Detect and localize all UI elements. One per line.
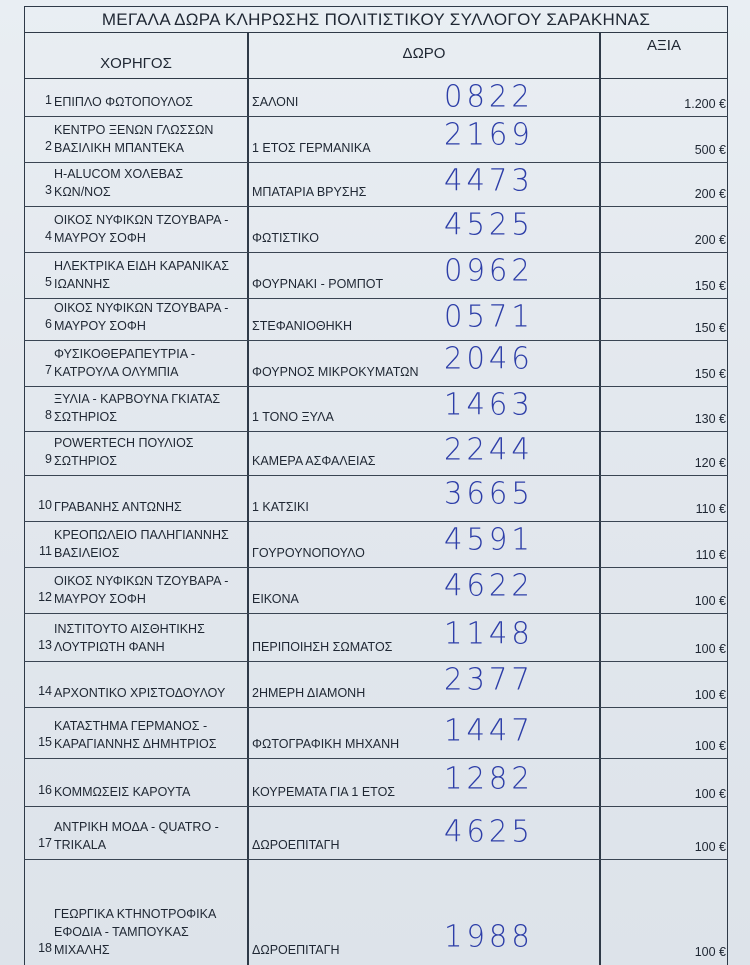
gift-description: 1 ΤΟΝΟ ΞΥΛΑ bbox=[252, 410, 334, 424]
sponsor-line: ΚΟΜΜΩΣΕΙΣ ΚΑΡΟΥΤΑ bbox=[54, 785, 191, 799]
table-row bbox=[24, 253, 728, 299]
table-row bbox=[24, 117, 728, 163]
prize-value: 130 € bbox=[694, 412, 726, 426]
gift-description: ΦΩΤΙΣΤΙΚΟ bbox=[252, 231, 319, 245]
winning-ticket-number: 1282 bbox=[444, 760, 534, 796]
prize-value: 100 € bbox=[694, 688, 726, 702]
sponsor-name bbox=[54, 121, 246, 157]
prize-value: 150 € bbox=[694, 321, 726, 335]
gift-description: ΦΟΥΡΝΟΣ ΜΙΚΡΟΚΥΜΑΤΩΝ bbox=[252, 365, 419, 379]
gift-description: ΦΟΥΡΝΑΚΙ - ΡΟΜΠΟΤ bbox=[252, 277, 384, 291]
gift-description: ΔΩΡΟΕΠΙΤΑΓΗ bbox=[252, 943, 340, 957]
row-number: 2 bbox=[45, 139, 52, 153]
table-row bbox=[24, 614, 728, 662]
table-row bbox=[24, 807, 728, 860]
header-value: ΑΞΙΑ bbox=[600, 33, 728, 79]
sponsor-line: ΜΑΥΡΟΥ ΣΟΦΗ bbox=[54, 231, 146, 245]
winning-ticket-number: 0571 bbox=[444, 298, 534, 334]
row-number: 12 bbox=[38, 590, 52, 604]
winning-ticket-number: 1148 bbox=[444, 615, 534, 651]
sponsor-line: ΞΥΛΙΑ - ΚΑΡΒΟΥΝΑ ΓΚΙΑΤΑΣ bbox=[54, 392, 221, 406]
gift-description: ΣΤΕΦΑΝΙΟΘΗΚΗ bbox=[252, 319, 352, 333]
sponsor-line: ΛΟΥΤΡΙΩΤΗ ΦΑΝΗ bbox=[54, 640, 165, 654]
sponsor-name bbox=[54, 905, 246, 959]
gift-description: ΕΙΚΟΝΑ bbox=[252, 592, 299, 606]
winning-ticket-number: 1447 bbox=[444, 712, 534, 748]
sponsor-name bbox=[54, 211, 246, 247]
row-number: 7 bbox=[45, 363, 52, 377]
winning-ticket-number: 4473 bbox=[444, 162, 534, 198]
prize-value: 150 € bbox=[694, 279, 726, 293]
header-gift: ΔΩΡΟ bbox=[248, 33, 600, 79]
winning-ticket-number: 2244 bbox=[444, 431, 534, 467]
sponsor-line: ΚΑΡΑΓΙΑΝΝΗΣ ΔΗΜΗΤΡΙΟΣ bbox=[54, 737, 217, 751]
row-number: 17 bbox=[38, 836, 52, 850]
gift-description: 2ΗΜΕΡΗ ΔΙΑΜΟΝΗ bbox=[252, 686, 366, 700]
table-row bbox=[24, 759, 728, 807]
table-row bbox=[24, 522, 728, 568]
sponsor-line: H-ALUCOM ΧΟΛΕΒΑΣ bbox=[54, 167, 184, 181]
sponsor-name bbox=[54, 434, 246, 470]
table-row bbox=[24, 708, 728, 759]
row-number: 13 bbox=[38, 638, 52, 652]
sponsor-line: ΚΕΝΤΡΟ ΞΕΝΩΝ ΓΛΩΣΣΩΝ bbox=[54, 123, 214, 137]
row-number: 8 bbox=[45, 408, 52, 422]
gift-description: ΓΟΥΡΟΥΝΟΠΟΥΛΟ bbox=[252, 546, 365, 560]
winning-ticket-number: 4625 bbox=[444, 813, 534, 849]
sponsor-line: ΦΥΣΙΚΟΘΕΡΑΠΕΥΤΡΙΑ - bbox=[54, 347, 196, 361]
sponsor-line: ΑΡΧΟΝΤΙΚΟ ΧΡΙΣΤΟΔΟΥΛΟΥ bbox=[54, 686, 226, 700]
sponsor-name bbox=[54, 257, 246, 293]
sponsor-line: ΜΑΥΡΟΥ ΣΟΦΗ bbox=[54, 319, 146, 333]
gift-description: ΦΩΤΟΓΡΑΦΙΚΗ ΜΗΧΑΝΗ bbox=[252, 737, 400, 751]
winning-ticket-number: 0962 bbox=[444, 252, 534, 288]
sponsor-name bbox=[54, 345, 246, 381]
gift-description: ΣΑΛΟΝΙ bbox=[252, 95, 299, 109]
table-row bbox=[24, 387, 728, 432]
sponsor-line: ΕΦΟΔΙΑ - ΤΑΜΠΟΥΚΑΣ bbox=[54, 925, 189, 939]
winning-ticket-number: 4622 bbox=[444, 567, 534, 603]
winning-ticket-number: 4525 bbox=[444, 206, 534, 242]
header-sponsor: ΧΟΡΗΓΟΣ bbox=[24, 33, 248, 79]
prize-value: 150 € bbox=[694, 367, 726, 381]
sponsor-line: ΓΕΩΡΓΙΚΑ ΚΤΗΝΟΤΡΟΦΙΚΑ bbox=[54, 907, 217, 921]
sponsor-name bbox=[54, 783, 246, 801]
sponsor-line: TRIKALA bbox=[54, 838, 107, 852]
sponsor-name bbox=[54, 526, 246, 562]
gift-description: 1 ΕΤΟΣ ΓΕΡΜΑΝΙΚΑ bbox=[252, 141, 371, 155]
prize-value: 110 € bbox=[695, 548, 726, 562]
gift-description: ΚΑΜΕΡΑ ΑΣΦΑΛΕΙΑΣ bbox=[252, 454, 376, 468]
sponsor-name bbox=[54, 165, 246, 201]
sponsor-line: ΗΛΕΚΤΡΙΚΑ ΕΙΔΗ ΚΑΡΑΝΙΚΑΣ bbox=[54, 259, 229, 273]
row-number: 9 bbox=[45, 452, 52, 466]
prize-value: 110 € bbox=[695, 502, 726, 516]
gift-description: ΔΩΡΟΕΠΙΤΑΓΗ bbox=[252, 838, 340, 852]
sponsor-line: ΟΙΚΟΣ ΝΥΦΙΚΩΝ ΤΖΟΥΒΑΡΑ - bbox=[54, 301, 229, 315]
row-number: 16 bbox=[38, 783, 52, 797]
sponsor-line: ΜΑΥΡΟΥ ΣΟΦΗ bbox=[54, 592, 146, 606]
prize-value: 200 € bbox=[694, 187, 726, 201]
winning-ticket-number: 2377 bbox=[444, 661, 534, 697]
table-row bbox=[24, 299, 728, 341]
row-number: 10 bbox=[38, 498, 52, 512]
sponsor-line: ΒΑΣΙΛΕΙΟΣ bbox=[54, 546, 120, 560]
sponsor-name bbox=[54, 818, 246, 854]
winning-ticket-number: 1988 bbox=[444, 918, 534, 954]
sponsor-line: ΕΠΙΠΛΟ ΦΩΤΟΠΟΥΛΟΣ bbox=[54, 95, 193, 109]
sponsor-line: ΚΑΤΑΣΤΗΜΑ ΓΕΡΜΑΝΟΣ - bbox=[54, 719, 208, 733]
sponsor-line: ΜΙΧΑΛΗΣ bbox=[54, 943, 110, 957]
sponsor-line: ΣΩΤΗΡΙΟΣ bbox=[54, 410, 117, 424]
winning-ticket-number: 2046 bbox=[444, 340, 534, 376]
sponsor-name bbox=[54, 572, 246, 608]
sponsor-line: POWERTECH ΠΟΥΛΙΟΣ bbox=[54, 436, 194, 450]
table-row bbox=[24, 432, 728, 476]
row-number: 15 bbox=[38, 735, 52, 749]
sponsor-name bbox=[54, 390, 246, 426]
row-number: 4 bbox=[45, 229, 52, 243]
row-number: 5 bbox=[45, 275, 52, 289]
winning-ticket-number: 0822 bbox=[444, 78, 534, 114]
row-number: 1 bbox=[45, 93, 52, 107]
sponsor-line: ΚΡΕΟΠΩΛΕΙΟ ΠΑΛΗΓΙΑΝΝΗΣ bbox=[54, 528, 229, 542]
sponsor-name bbox=[54, 684, 246, 702]
prize-value: 100 € bbox=[694, 594, 726, 608]
sponsor-name bbox=[54, 93, 246, 111]
table-row bbox=[24, 568, 728, 614]
sponsor-line: ΙΩΑΝΝΗΣ bbox=[54, 277, 110, 291]
table-row bbox=[24, 476, 728, 522]
table-row bbox=[24, 79, 728, 117]
prize-value: 100 € bbox=[694, 945, 726, 959]
table-row bbox=[24, 341, 728, 387]
prize-value: 200 € bbox=[694, 233, 726, 247]
page-title: ΜΕΓΑΛΑ ΔΩΡΑ ΚΛΗΡΩΣΗΣ ΠΟΛΙΤΙΣΤΙΚΟΥ ΣΥΛΛΟΓΟΥ ΣΑΡΑΚΗΝΑΣ bbox=[24, 6, 728, 33]
row-number: 14 bbox=[38, 684, 52, 698]
gift-description: 1 ΚΑΤΣΙΚΙ bbox=[252, 500, 309, 514]
sponsor-name bbox=[54, 299, 246, 335]
sponsor-line: ΟΙΚΟΣ ΝΥΦΙΚΩΝ ΤΖΟΥΒΑΡΑ - bbox=[54, 574, 229, 588]
sponsor-name bbox=[54, 498, 246, 516]
prize-value: 100 € bbox=[694, 787, 726, 801]
row-number: 11 bbox=[39, 544, 52, 558]
row-number: 3 bbox=[45, 183, 52, 197]
prize-value: 120 € bbox=[694, 456, 726, 470]
sponsor-line: ΟΙΚΟΣ ΝΥΦΙΚΩΝ ΤΖΟΥΒΑΡΑ - bbox=[54, 213, 229, 227]
table-row bbox=[24, 163, 728, 207]
sponsor-line: ΙΝΣΤΙΤΟΥΤΟ ΑΙΣΘΗΤΙΚΗΣ bbox=[54, 622, 205, 636]
row-number: 18 bbox=[38, 941, 52, 955]
table-row bbox=[24, 662, 728, 708]
prize-value: 500 € bbox=[694, 143, 726, 157]
sponsor-name bbox=[54, 717, 246, 753]
table-row bbox=[24, 860, 728, 965]
gift-description: ΠΕΡΙΠΟΙΗΣΗ ΣΩΜΑΤΟΣ bbox=[252, 640, 393, 654]
sponsor-name bbox=[54, 620, 246, 656]
sponsor-line: ΚΑΤΡΟΥΛΑ ΟΛΥΜΠΙΑ bbox=[54, 365, 179, 379]
row-number: 6 bbox=[45, 317, 52, 331]
sponsor-line: ΚΩΝ/ΝΟΣ bbox=[54, 185, 111, 199]
gift-description: ΚΟΥΡΕΜΑΤΑ ΓΙΑ 1 ΕΤΟΣ bbox=[252, 785, 396, 799]
prize-value: 100 € bbox=[694, 840, 726, 854]
prize-value: 1.200 € bbox=[684, 97, 726, 111]
winning-ticket-number: 1463 bbox=[444, 386, 534, 422]
gift-description: ΜΠΑΤΑΡΙΑ ΒΡΥΣΗΣ bbox=[252, 185, 367, 199]
prize-value: 100 € bbox=[694, 739, 726, 753]
winning-ticket-number: 2169 bbox=[444, 116, 534, 152]
prize-value: 100 € bbox=[694, 642, 726, 656]
sponsor-line: ΣΩΤΗΡΙΟΣ bbox=[54, 454, 117, 468]
winning-ticket-number: 4591 bbox=[444, 521, 534, 557]
sponsor-line: ΓΡΑΒΑΝΗΣ ΑΝΤΩΝΗΣ bbox=[54, 500, 182, 514]
sponsor-line: ΑΝΤΡΙΚΗ ΜΟΔΑ - QUATRO - bbox=[54, 820, 219, 834]
winning-ticket-number: 3665 bbox=[444, 475, 534, 511]
sponsor-line: ΒΑΣΙΛΙΚΗ ΜΠΑΝΤΕΚΑ bbox=[54, 141, 184, 155]
table-row bbox=[24, 207, 728, 253]
